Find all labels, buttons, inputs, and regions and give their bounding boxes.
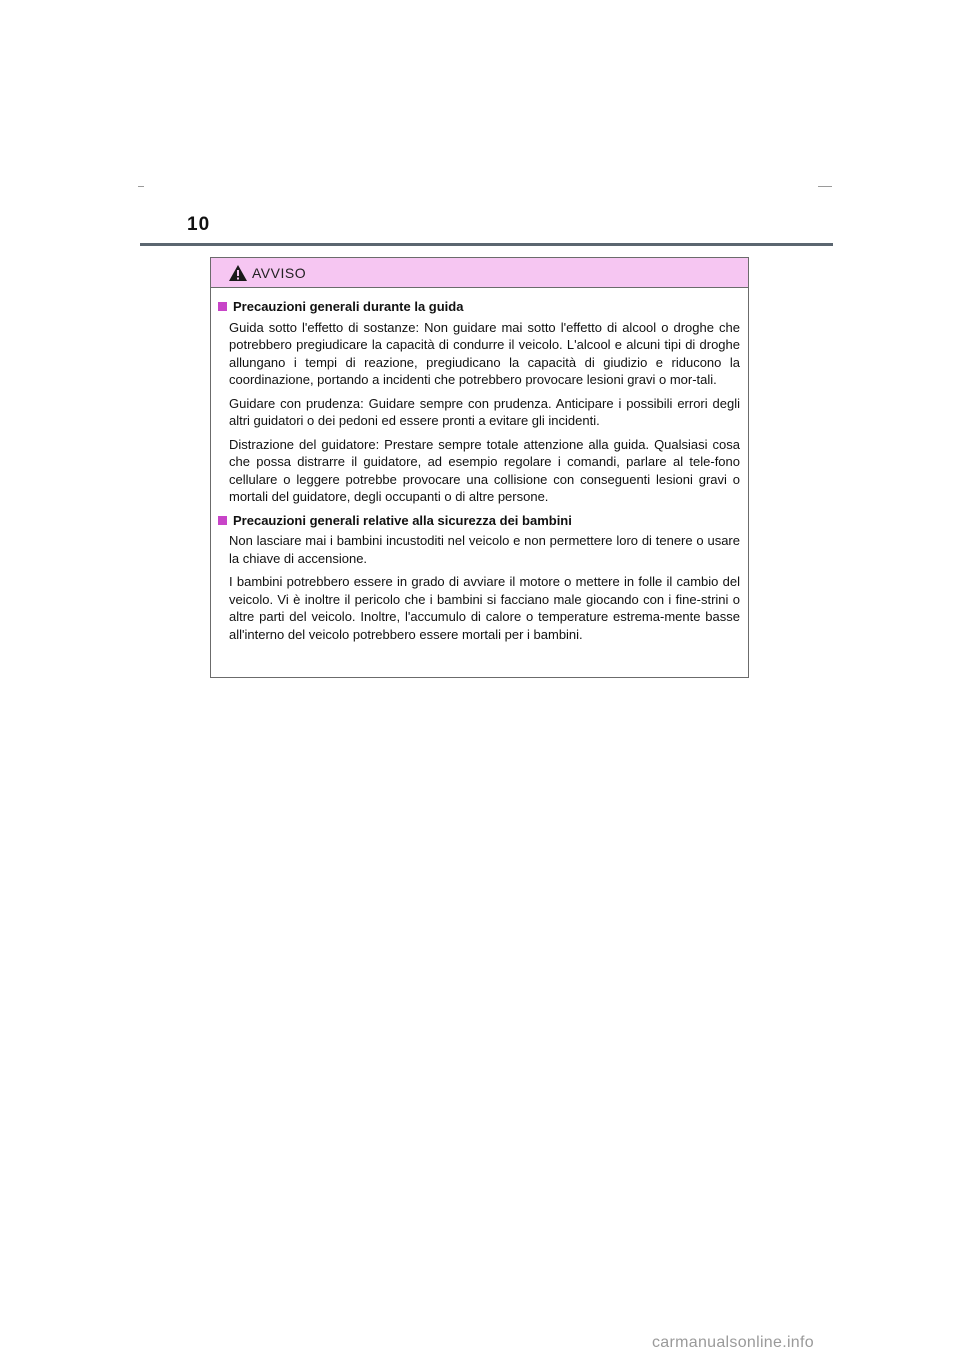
crop-mark-right xyxy=(818,186,832,187)
section-heading xyxy=(218,512,740,530)
section-child-safety xyxy=(218,512,740,644)
paragraph: Guidare con prudenza: Guidare sempre con prudenza. Anticipare i possibili errori degli altri guidatori o dei pedoni ed essere pronti a evitare gli incidenti. xyxy=(229,395,740,428)
warning-body xyxy=(211,288,748,643)
warning-header xyxy=(211,258,748,288)
section-driving-precautions xyxy=(218,298,740,506)
section-heading-text: Precauzioni generali durante la guida xyxy=(233,299,464,314)
square-bullet-icon xyxy=(218,516,227,525)
paragraph: Non lasciare mai i bambini incustoditi nel veicolo e non permettere loro di tenere o usare la chiave di accensione. xyxy=(229,533,740,566)
paragraph: I bambini potrebbero essere in grado di avviare il motore o mettere in folle il cambio del veicolo. Vi è inoltre il pericolo che i bambini si facciano male giocando con i fine-strini o altre parti del veicolo. Inoltre, l'accumulo di calore o temperature estrema-mente basse all'interno del veicolo potrebbero essere mortali per i bambini. xyxy=(229,574,740,642)
page-number: 10 xyxy=(187,214,211,235)
section-heading xyxy=(218,298,740,316)
site-watermark: carmanualsonline.info xyxy=(652,1334,814,1351)
warning-box xyxy=(210,257,749,678)
crop-mark-left xyxy=(138,186,144,187)
header-rule xyxy=(140,243,833,246)
square-bullet-icon xyxy=(218,302,227,311)
section-heading-text: Precauzioni generali relative alla sicurezza dei bambini xyxy=(233,512,572,528)
warning-title: AVVISO xyxy=(252,264,307,281)
paragraph: Guida sotto l'effetto di sostanze: Non guidare mai sotto l'effetto di alcool o droghe che potrebbero pregiudicare la capacità di condurre il veicolo. L'alcool e alcuni tipi di droghe allungano i tempi di reazione, pregiudicano la capacità di giudizio e riducono la coordinazione, portando a incidenti che potrebbero provocare lesioni gravi o mor-tali. xyxy=(229,319,740,387)
paragraph: Distrazione del guidatore: Prestare sempre totale attenzione alla guida. Qualsiasi cosa che possa distrarre il guidatore, ad esempio regolare i comandi, parlare al tele-fono cellulare o leggere potrebbe provocare una collisione con conseguenti lesioni gravi o mortali del guidatore, degli occupanti o di altre persone. xyxy=(229,436,740,504)
warning-triangle-icon xyxy=(228,264,248,282)
